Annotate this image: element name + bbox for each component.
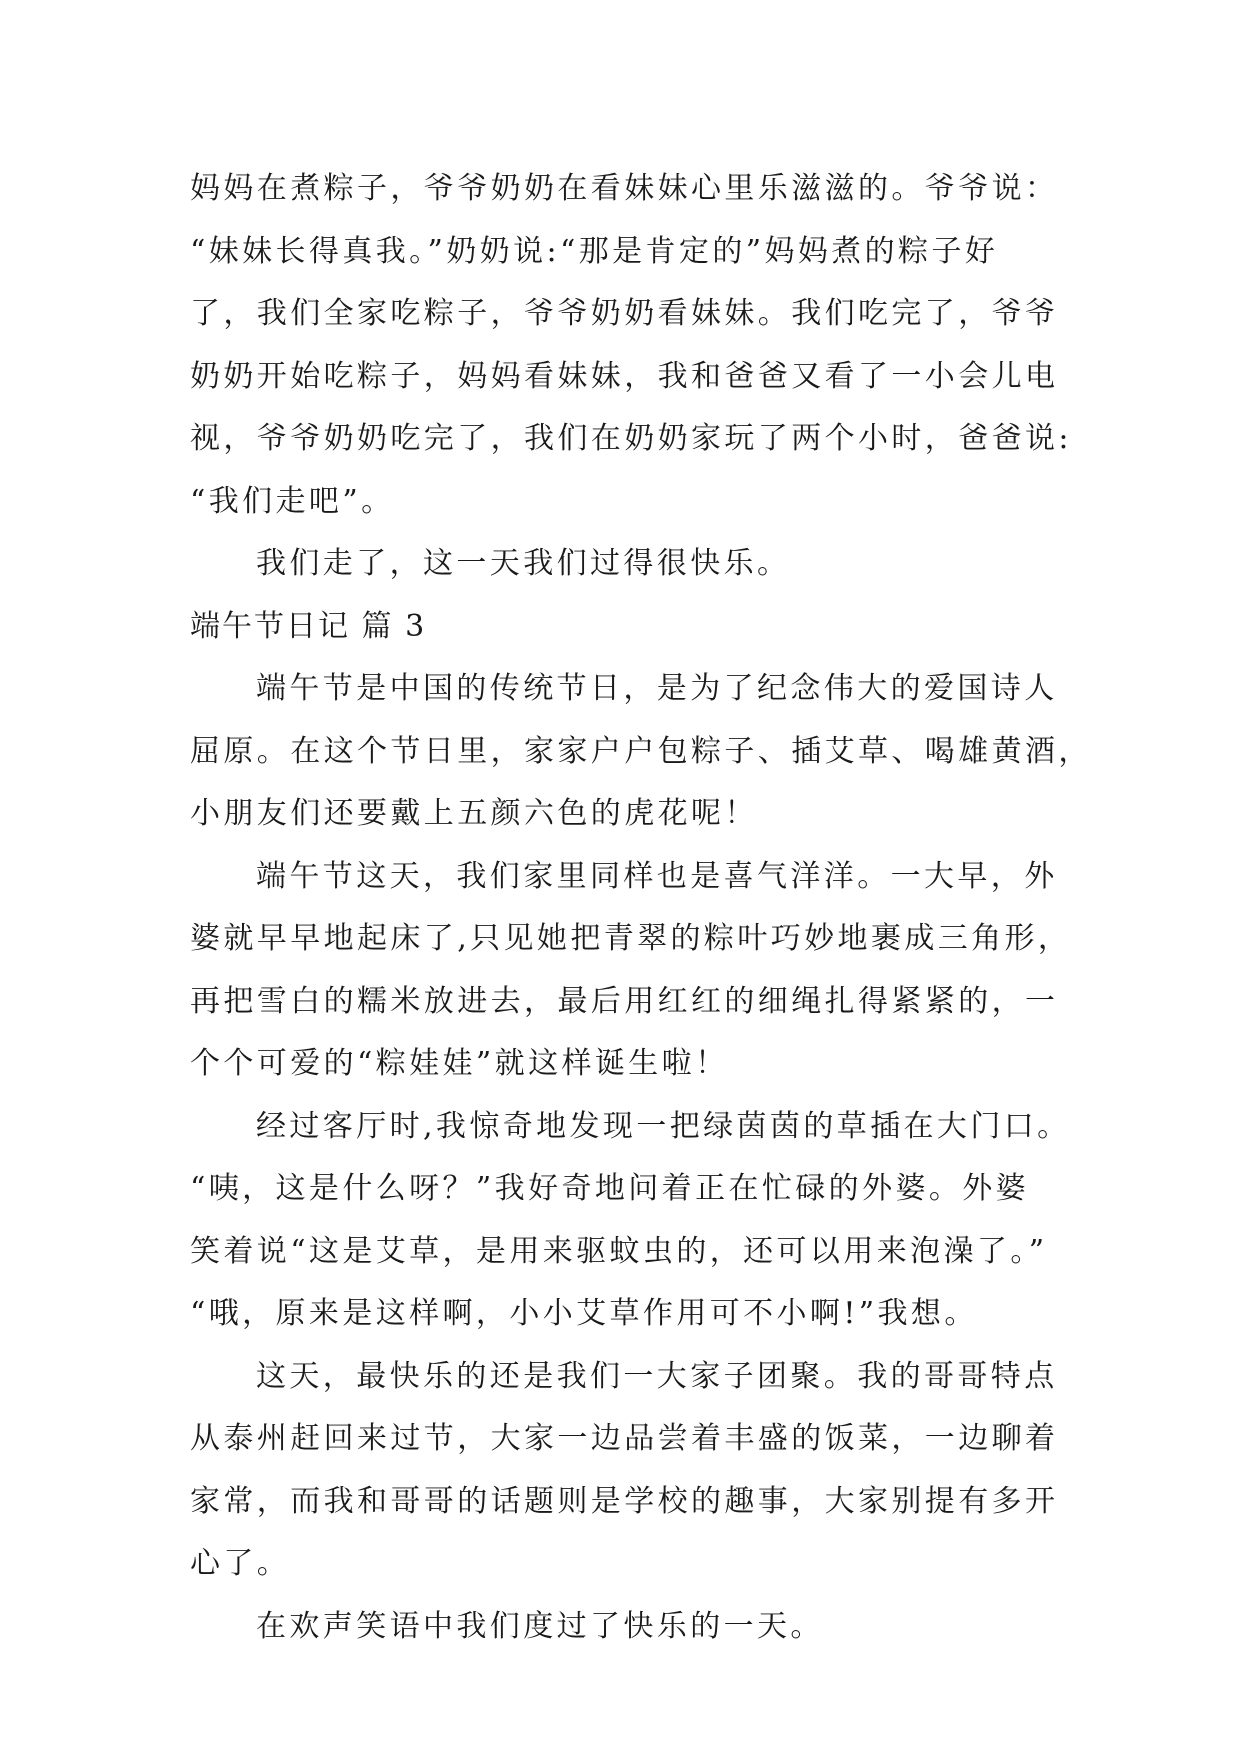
document-body: [190, 158, 1090, 1658]
paragraph-first-line: 端午节这天，我们家里同样也是喜气洋洋。一大早，外: [256, 858, 1058, 894]
text-line: 了，我们全家吃粽子，爷爷奶奶看妹妹。我们吃完了，爷爷: [190, 296, 1059, 331]
text-line: 再把雪白的糯米放进去，最后用红红的细绳扎得紧紧的，一: [190, 983, 1059, 1019]
text-line: 个个可爱的“粽娃娃”就这样诞生啦！: [190, 1046, 729, 1081]
text-line: 婆就早早地起床了,只见她把青翠的粽叶巧妙地裹成三角形，: [190, 921, 1072, 956]
text-line: 屈原。在这个节日里，家家户户包粽子、插艾草、喝雄黄酒，: [190, 733, 1092, 769]
paragraph-first-line: 我们走了，这一天我们过得很快乐。: [256, 546, 791, 581]
text-line: “哦，原来是这样啊，小小艾草作用可不小啊!”我想。: [190, 1296, 978, 1331]
text-line: 奶奶开始吃粽子，妈妈看妹妹，我和爸爸又看了一小会儿电: [190, 358, 1059, 394]
section-heading: 端午节日记 篇 3: [190, 608, 427, 644]
text-line: 妈妈在煮粽子，爷爷奶奶在看妹妹心里乐滋滋的。爷爷说：: [190, 171, 1059, 206]
text-line: “咦，这是什么呀？”我好奇地问着正在忙碌的外婆。外婆: [190, 1171, 1030, 1206]
text-line: 笑着说“这是艾草，是用来驱蚊虫的，还可以用来泡澡了。”: [190, 1233, 1048, 1269]
text-line: “妹妹长得真我。”奶奶说:“那是肯定的”妈妈煮的粽子好: [190, 233, 999, 269]
text-line: 视，爷爷奶奶吃完了，我们在奶奶家玩了两个小时，爸爸说:: [190, 421, 1072, 456]
text-line: 家常，而我和哥哥的话题则是学校的趣事，大家别提有多开: [190, 1483, 1059, 1519]
text-line: 从泰州赶回来过节，大家一边品尝着丰盛的饭菜，一边聊着: [190, 1421, 1059, 1456]
text-line: 心了。: [190, 1546, 291, 1581]
paragraph-first-line: 端午节是中国的传统节日，是为了纪念伟大的爱国诗人: [256, 671, 1058, 706]
paragraph-first-line: 这天，最快乐的还是我们一大家子团聚。我的哥哥特点: [256, 1358, 1058, 1394]
paragraph-first-line: 在欢声笑语中我们度过了快乐的一天。: [256, 1608, 824, 1644]
text-line: 小朋友们还要戴上五颜六色的虎花呢！: [190, 796, 758, 831]
text-line: “我们走吧”。: [190, 483, 395, 519]
paragraph-first-line: 经过客厅时,我惊奇地发现一把绿茵茵的草插在大门口。: [256, 1108, 1071, 1144]
